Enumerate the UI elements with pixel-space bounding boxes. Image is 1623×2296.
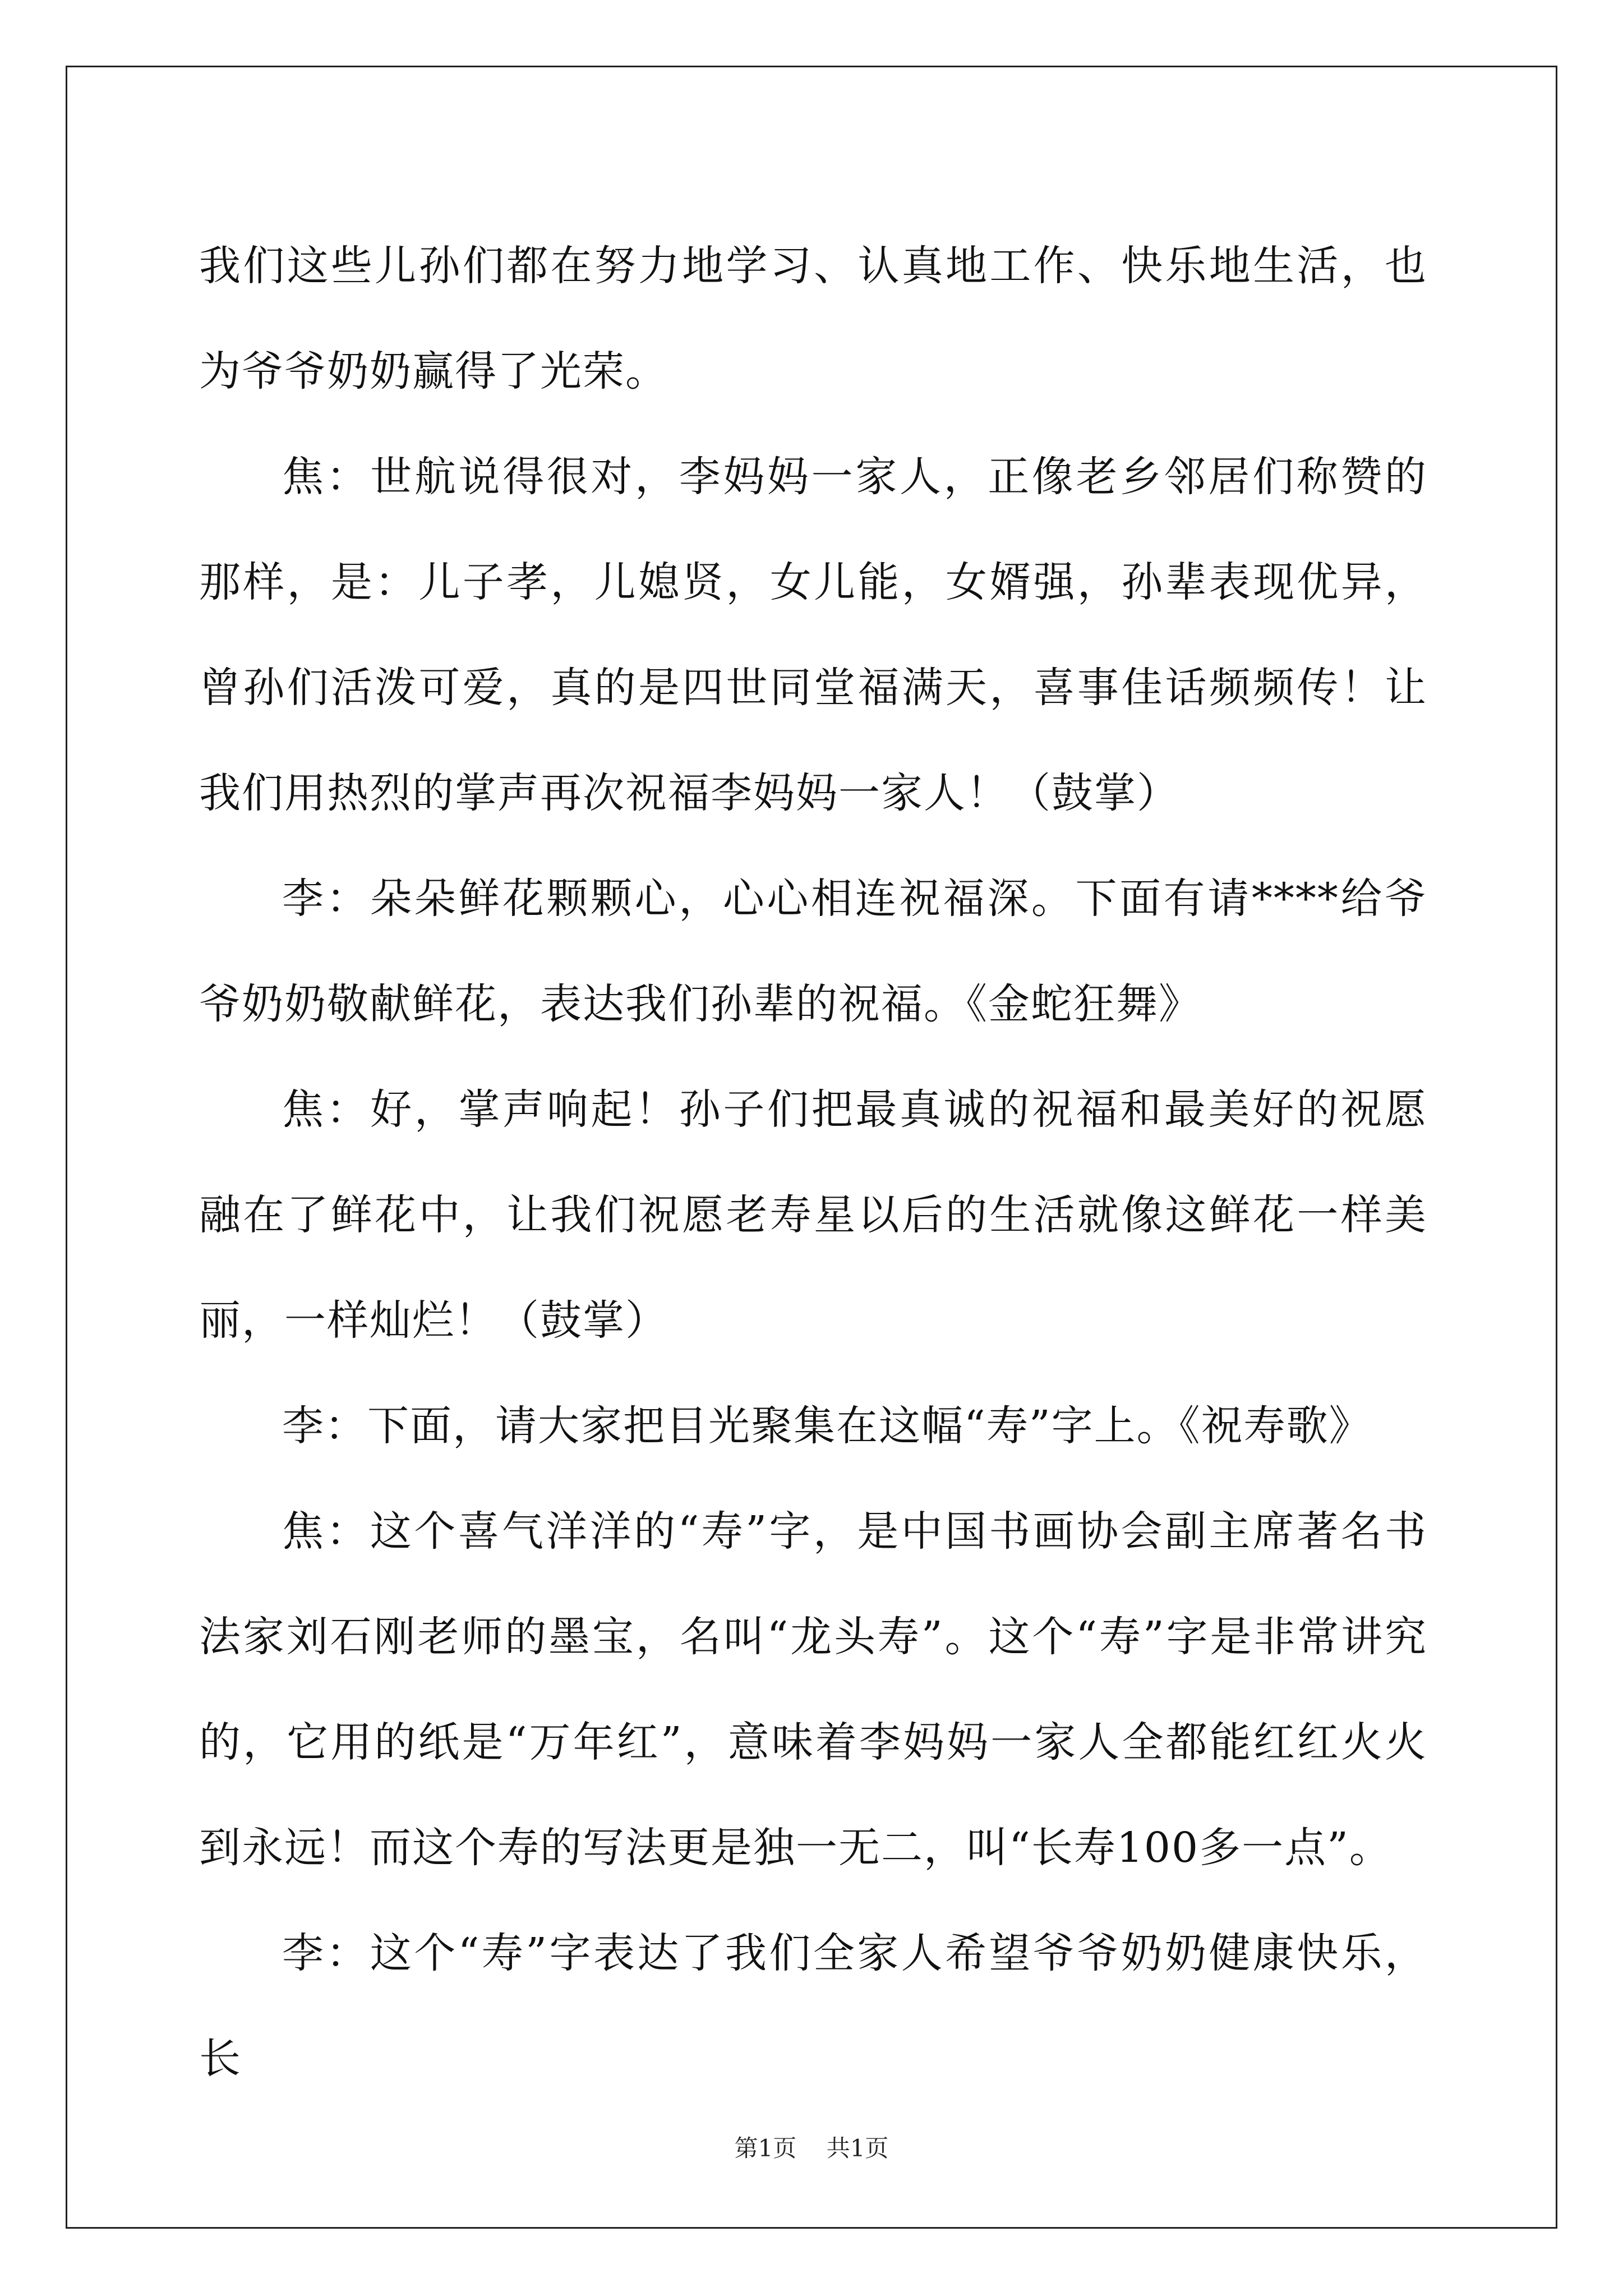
paragraph: 李：朵朵鲜花颗颗心，心心相连祝福深。下面有请****给爷爷奶奶敬献鲜花，表达我们孙辈的祝福。《金蛇狂舞》 [199,875,1427,1028]
paragraph: 李：这个“寿”字表达了我们全家人希望爷爷奶奶健康快乐，长 [199,1929,1427,2083]
paragraph: 李：下面，请大家把目光聚集在这幅“寿”字上。《祝寿歌》 [282,1402,1372,1450]
paragraph: 焦：好，掌声响起！孙子们把最真诚的祝福和最美好的祝愿融在了鲜花中，让我们祝愿老寿星以后的生活就像这鲜花一样美丽，一样灿烂！（鼓掌） [199,1085,1427,1345]
paragraph: 我们这些儿孙们都在努力地学习、认真地工作、快乐地生活，也为爷爷奶奶赢得了光荣。 [199,242,1427,395]
paragraph: 焦：世航说得很对，李妈妈一家人，正像老乡邻居们称赞的那样，是：儿子孝，儿媳贤，女儿能，女婿强，孙辈表现优异，曾孙们活泼可爱，真的是四世同堂福满天，喜事佳话频频传！让我们用热烈的掌声再次祝福李妈妈一家人！（鼓掌） [199,453,1427,817]
page-footer [0,2132,1623,2165]
page-number: 第1页 [734,2134,797,2162]
paragraph: 焦：这个喜气洋洋的“寿”字，是中国书画协会副主席著名书法家刘石刚老师的墨宝，名叫“龙头寿”。这个“寿”字是非常讲究的，它用的纸是“万年红”，意味着李妈妈一家人全都能红红火火到永远！而这个寿的写法更是独一无二，叫“长寿100多一点”。 [199,1507,1427,1872]
page-total: 共1页 [826,2134,889,2162]
document-body [199,213,1427,2111]
